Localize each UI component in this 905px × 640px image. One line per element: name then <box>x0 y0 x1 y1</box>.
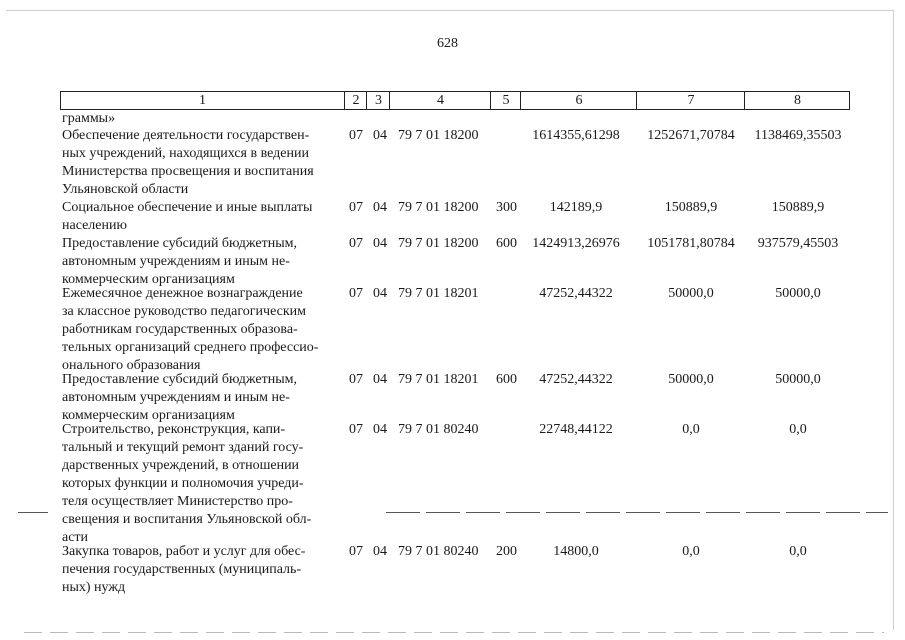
row-description-line: автономным учреждениям и иным не- <box>62 390 290 405</box>
row-description-line: автономным учреждениям и иным не- <box>62 254 290 269</box>
row-c4-value: 79 7 01 18201 <box>398 372 479 387</box>
row-description-line: тельных организаций среднего профессио- <box>62 340 319 355</box>
row-c3-value: 04 <box>373 128 387 143</box>
row-c8-value: 937579,45503 <box>757 236 839 251</box>
row-c2-value: 07 <box>349 372 363 387</box>
row-description-line: которых функции и полномочия учреди- <box>62 476 304 491</box>
row-c8-value: 0,0 <box>789 422 807 437</box>
row-c7-value: 1051781,80784 <box>647 236 735 251</box>
row-c8-value: 50000,0 <box>775 286 821 301</box>
row-c8-value: 0,0 <box>789 544 807 559</box>
row-c6-value: 47252,44322 <box>539 372 613 387</box>
row-description-line: тальный и текущий ремонт зданий госу- <box>62 440 304 455</box>
row-description-line: за классное руководство педагогическим <box>62 304 306 319</box>
row-c2-value: 07 <box>349 544 363 559</box>
row-description-line: Обеспечение деятельности государствен- <box>62 128 310 143</box>
scan-frame-right <box>893 10 894 630</box>
row-description-line: Строительство, реконструкция, капи- <box>62 422 286 437</box>
row-c3-value: 04 <box>373 372 387 387</box>
row-c4-value: 79 7 01 18200 <box>398 200 479 215</box>
row-c5-value: 200 <box>496 544 517 559</box>
row-c8-value: 1138469,35503 <box>754 128 842 143</box>
row-c2-value: 07 <box>349 422 363 437</box>
header-col-7: 7 <box>636 92 745 109</box>
scan-frame-top <box>6 10 894 11</box>
row-description-line: ных учреждений, находящихся в ведении <box>62 146 309 161</box>
row-description-line: Предоставление субсидий бюджетным, <box>62 372 298 387</box>
row-c7-value: 0,0 <box>682 544 700 559</box>
row-c8-value: 150889,9 <box>771 200 825 215</box>
row-c6-value: 22748,44122 <box>539 422 613 437</box>
row-c2-value: 07 <box>349 128 363 143</box>
row-description-line: онального образования <box>62 358 201 373</box>
row-c6-value: 47252,44322 <box>539 286 613 301</box>
header-col-4: 4 <box>389 92 491 109</box>
row-c8-value: 50000,0 <box>775 372 821 387</box>
row-c3-value: 04 <box>373 236 387 251</box>
row-description-line: дарственных учреждений, в отношении <box>62 458 300 473</box>
row-c7-value: 0,0 <box>682 422 700 437</box>
row-description-line: свещения и воспитания Ульяновской обл- <box>62 512 312 527</box>
row-description-line: Закупка товаров, работ и услуг для обес- <box>62 544 306 559</box>
row-c2-value: 07 <box>349 286 363 301</box>
row-c3-value: 04 <box>373 422 387 437</box>
header-col-8: 8 <box>744 92 850 109</box>
header-col-6: 6 <box>520 92 637 109</box>
row-c4-value: 79 7 01 18200 <box>398 128 479 143</box>
row-c6-value: 142189,9 <box>549 200 603 215</box>
header-col-5: 5 <box>490 92 521 109</box>
scan-bottom-edge <box>24 632 884 633</box>
row-c7-value: 150889,9 <box>664 200 718 215</box>
row-c5-value: 600 <box>496 236 517 251</box>
header-col-1: 1 <box>199 93 206 108</box>
row-description-line: Ульяновской области <box>62 182 189 197</box>
row-c4-value: 79 7 01 18201 <box>398 286 479 301</box>
row-description-line: коммерческим организациям <box>62 408 235 423</box>
row-c7-value: 1252671,70784 <box>647 128 735 143</box>
row-c2-value: 07 <box>349 236 363 251</box>
row-c4-value: 79 7 01 18200 <box>398 236 479 251</box>
row-c4-value: 79 7 01 80240 <box>398 544 479 559</box>
header-col-2: 2 <box>344 92 367 109</box>
header-col-3: 3 <box>366 92 390 109</box>
row-description-line: печения государственных (муниципаль- <box>62 562 302 577</box>
row-c7-value: 50000,0 <box>668 372 714 387</box>
row-description-line: работникам государственных образова- <box>62 322 298 337</box>
row-c5-value: 600 <box>496 372 517 387</box>
row-c6-value: 1424913,26976 <box>532 236 620 251</box>
row-description-line: коммерческим организациям <box>62 272 235 287</box>
row-description-line: теля осуществляет Министерство про- <box>62 494 293 509</box>
table-header <box>60 91 850 110</box>
row-c6-value: 14800,0 <box>553 544 599 559</box>
row-description-line: Министерства просвещения и воспитания <box>62 164 314 179</box>
page-number: 628 <box>437 36 458 51</box>
row-c4-value: 79 7 01 80240 <box>398 422 479 437</box>
row-c3-value: 04 <box>373 286 387 301</box>
row-c3-value: 04 <box>373 200 387 215</box>
row-description-line: Социальное обеспечение и иные выплаты <box>62 200 313 215</box>
dash-right <box>386 512 888 513</box>
row-description-line: Ежемесячное денежное вознаграждение <box>62 286 303 301</box>
row-c3-value: 04 <box>373 544 387 559</box>
row-c6-value: 1614355,61298 <box>532 128 620 143</box>
row-c2-value: 07 <box>349 200 363 215</box>
row-description-line: асти <box>62 530 89 545</box>
continuation-text: граммы» <box>62 111 116 126</box>
row-description-line: населению <box>62 218 127 233</box>
row-description-line: ных) нужд <box>62 580 126 595</box>
row-c7-value: 50000,0 <box>668 286 714 301</box>
row-c5-value: 300 <box>496 200 517 215</box>
dash-left <box>18 512 48 513</box>
row-description-line: Предоставление субсидий бюджетным, <box>62 236 298 251</box>
